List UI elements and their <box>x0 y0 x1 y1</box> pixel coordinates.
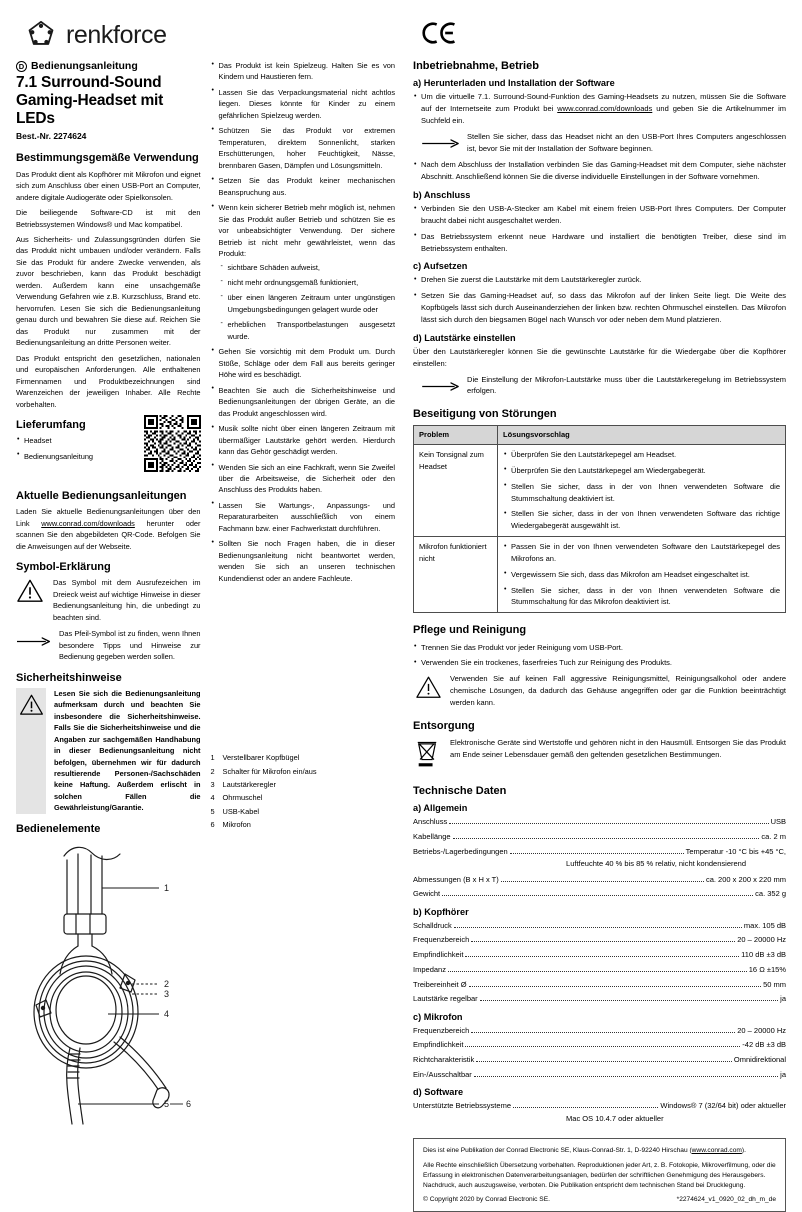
list-item: • Das Produkt ist kein Spielzeug. Halten Sie es von Kindern und Haustieren fern. <box>211 60 396 83</box>
legend-number: 3 <box>210 780 215 790</box>
leader-dots <box>501 881 704 882</box>
list-item: - über einen längeren Zeitraum unter ungünstigen Umgebungsbedingungen gelagert wurde oder <box>219 292 396 315</box>
spec-row <box>413 831 786 842</box>
spec-label: Treibereinheit Ø <box>413 979 467 989</box>
cell-problem: Kein Tonsignal zum Headset <box>414 445 498 537</box>
spec-row <box>413 816 786 827</box>
imprint-publisher <box>423 1146 776 1156</box>
heading-tech-a: a) Allgemein <box>413 803 468 814</box>
list-item: • Nach dem Abschluss der Installation verbinden Sie das Gaming-Headset mit dem Computer, siehe nächster Abschnitt. Anschließend können Sie die diverse individuelle Einstellungen in der Software vornehmen. <box>413 159 786 183</box>
page-title: 7.1 Surround-Sound Gaming-Headset mit LEDs <box>16 74 164 127</box>
list-item <box>211 754 396 761</box>
leader-dots <box>471 1032 735 1033</box>
renkforce-pentagon-logo-icon <box>24 18 58 52</box>
heading-scope-of-delivery: Lieferumfang <box>16 419 86 431</box>
legend-label: Mikrofon <box>222 820 251 830</box>
spec-value: -42 dB ±3 dB <box>742 1040 787 1050</box>
imprint-text-before: Dies ist eine Publikation der Conrad Electronic SE, Klaus-Conrad-Str. 1, D-92240 Hirschau ( <box>423 1147 692 1155</box>
table-head <box>414 426 786 445</box>
conrad-website-link[interactable]: www.conrad.com <box>691 1147 742 1155</box>
list-item: • Sollten Sie noch Fragen haben, die in dieser Bedienungsanleitung nicht beantwortet werden, wenden Sie sich an unseren technischen Kundendienst oder an andere Fachleute. <box>211 538 396 584</box>
spec-row <box>413 1025 786 1036</box>
leader-dots <box>510 853 684 854</box>
leader-dots <box>465 956 739 957</box>
brand-logo <box>24 18 167 52</box>
controls-legend <box>211 754 396 828</box>
document-kind-label: Bedienungsanleitung <box>31 60 138 72</box>
list-item: - sichtbare Schäden aufweist, <box>219 262 396 273</box>
heading-operation-a: a) Herunterladen und Installation der Software <box>413 78 615 89</box>
spec-row <box>413 1054 786 1065</box>
legend-label: Lautstärkeregler <box>222 780 276 790</box>
spec-label: Abmessungen (B x H x T) <box>413 874 499 884</box>
scope-of-delivery-list <box>16 435 136 462</box>
spec-label: Anschluss <box>413 817 448 827</box>
arrow-right-icon <box>421 374 463 396</box>
list-item: • Verbinden Sie den USB-A-Stecker am Kabel mit einem freien USB-Port Ihres Computers. Der Computer braucht dabei nicht ausgeschaltet werden. <box>413 203 786 227</box>
legend-label: Ohrmuschel <box>222 793 263 803</box>
spec-value: 110 dB ±3 dB <box>741 950 787 960</box>
list-item <box>211 821 396 828</box>
heading-intended-use: Bestimmungsgemäße Verwendung <box>16 152 199 165</box>
list-item <box>211 808 396 815</box>
spec-value: ca. 2 m <box>761 831 787 841</box>
spec-label: Frequenzbereich <box>413 935 470 945</box>
heading-symbol-explanation: Symbol-Erklärung <box>16 561 111 574</box>
manuals-text-after: herunter oder scannen Sie den abgebildeten QR-Code. Befolgen Sie die Anweisungen auf der Webseite. <box>16 518 201 551</box>
conrad-downloads-link[interactable]: www.conrad.com/downloads <box>557 104 653 114</box>
intended-use-p1: Das Produkt dient als Kopfhörer mit Mikrofon und eignet sich zum Anschluss über einen USB-Port an Computer, andere digitale Audiogeräte oder Spielkonsolen. <box>16 169 201 202</box>
op-a-text-after: und geben Sie die Artikelnummer im Suchfeld ein. <box>421 104 787 125</box>
care-warning-text: Verwenden Sie auf keinen Fall aggressive Reinigungsmittel, Reinigungsalkohol oder andere chemische Lösungen, da dadurch das Gehäuse angegriffen oder gar die Funktion beeinträchtigt werden kann. <box>450 674 787 707</box>
imprint-rights: Alle Rechte einschließlich Übersetzung vorbehalten. Reproduktionen jeder Art, z. B. Fotokopie, Mikroverfilmung, oder die Erfassung in elektronischen Datenverarbeitungsanlagen, bedürfen der schriftlichen Genehmigung des Herausgebers. Nachdruck, auch auszugsweise, verboten. Die Publikation entspricht dem technischen Stand bei Drucklegung. <box>423 1161 776 1189</box>
heading-operation-d: d) Lautstärke einstellen <box>413 332 516 343</box>
order-number: Best.-Nr. 2274624 <box>16 131 87 142</box>
list-item: • Überprüfen Sie den Lautstärkepegel am Headset. <box>503 449 780 461</box>
safety-text <box>54 688 201 814</box>
list-item: • Setzen Sie das Gaming-Headset auf, so dass das Mikrofon auf der linken Seite liegt. Die Weite des Kopfbügels lässt sich durch Auseinanderziehen der linken bzw. rechten Ohrmuschel einstellen. Das Mikrofon lässt sich durch den biegsamen Bügel nach Wunsch vor oder neben dem Mund platzieren. <box>413 290 786 326</box>
svg-text:5: 5 <box>164 1099 170 1110</box>
svg-text:1: 1 <box>164 883 170 894</box>
list-item: • Das Betriebssystem erkennt neue Hardware und installiert die benötigten Treiber, diese sind im Betriebssystem enthalten. <box>413 231 786 255</box>
spec-label: Impedanz <box>413 964 446 974</box>
list-item <box>211 781 396 788</box>
disposal-note <box>415 737 786 774</box>
safety-icon-column <box>16 688 46 814</box>
spec-label: Empfindlichkeit <box>413 1040 464 1050</box>
leader-dots <box>449 823 768 824</box>
list-item: • Musik sollte nicht über einen längeren Zeitraum mit übermäßiger Lautstärke gehört werden. Hierdurch kann das Gehör geschädigt werden. <box>211 423 396 457</box>
spec-value: 20 – 20000 Hz <box>737 1025 787 1035</box>
legend-number: 5 <box>210 806 215 816</box>
symbol-arrow-text: Das Pfeil-Symbol ist zu finden, wenn Ihnen besondere Tipps und Hinweise zur Bedienung gegeben werden sollen. <box>59 629 201 662</box>
list-item: - nicht mehr ordnungsgemäß funktioniert, <box>219 277 396 288</box>
spec-label: Schalldruck <box>413 920 452 930</box>
spec-value: max. 105 dB <box>743 920 787 930</box>
list-item: • Headset <box>16 435 136 446</box>
spec-row <box>413 874 786 885</box>
spec-value: Windows® 7 (32/64 bit) oder aktueller <box>660 1101 787 1111</box>
cell-solution <box>498 537 786 613</box>
safety-paragraph: Lesen Sie sich die Bedienungsanleitung aufmerksam durch und beachten Sie insbesondere die Sicherheitshinweise. Falls Sie die Sicherheitshinweise und die Angaben zur sachgemäßen Handhabung in dieser Bedienungsanleitung nicht befolgen, übernehmen wir für dadurch resultierende Personen-/Sachschäden keine Haftung. Außerdem erlischt in solchen Fällen die Gewährleistung/Garantie. <box>54 688 201 813</box>
symbol-warning-text: Das Symbol mit dem Ausrufezeichen im Dreieck weist auf wichtige Hinweise in dieser Bedienungsanleitung hin, die unbedingt zu beachten sind. <box>53 578 201 622</box>
leader-dots <box>480 1000 779 1001</box>
legend-label: Schalter für Mikrofon ein/aus <box>222 766 317 776</box>
symbol-warning-row <box>16 577 201 623</box>
leader-dots <box>453 838 760 839</box>
spec-value: 16 Ω ±15% <box>748 964 787 974</box>
list-item: • Drehen Sie zuerst die Lautstärke mit dem Lautstärkeregler zurück. <box>413 274 786 286</box>
heading-operation-c: c) Aufsetzen <box>413 261 468 272</box>
spec-row <box>413 920 786 931</box>
spec-label: Betriebs-/Lagerbedingungen <box>413 846 508 856</box>
conrad-downloads-link[interactable]: www.conrad.com/downloads <box>41 518 135 528</box>
operation-a-list <box>413 91 786 127</box>
arrow-right-icon <box>421 131 463 153</box>
leader-dots <box>513 1107 658 1108</box>
list-item <box>413 91 786 127</box>
list-item: • Verwenden Sie ein trockenes, faserfreies Tuch zur Reinigung des Produkts. <box>413 657 786 669</box>
symbol-warning-text-wrap <box>53 577 201 623</box>
spec-value: ja <box>780 994 787 1004</box>
leader-dots <box>469 986 762 987</box>
spec-value: ja <box>780 1069 787 1079</box>
operation-c-list <box>413 274 786 325</box>
list-item: • Beachten Sie auch die Sicherheitshinweise und Bedienungsanleitungen der übrigen Geräte, an die das Produkt angeschlossen wird. <box>211 385 396 419</box>
list-item: • Setzen Sie das Produkt keiner mechanischen Beanspruchung aus. <box>211 175 396 198</box>
imprint-doc-id: *2274624_v1_0920_02_dh_m_de <box>676 1195 777 1203</box>
spec-row <box>413 1100 786 1111</box>
list-item <box>211 794 396 801</box>
scope-of-delivery <box>16 419 136 462</box>
spec-label: Empfindlichkeit <box>413 950 464 960</box>
intended-use-p2: Die beiliegende Software-CD ist mit den Betriebssystemen Windows® und Mac kompatibel. <box>16 208 201 229</box>
op-a-text-before: Um die virtuelle 7.1. Surround-Sound-Funktion des Gaming-Headsets zu nutzen, müssen Sie die Software auf der Internetseite zum Produkt bei <box>421 92 787 114</box>
operation-a-note-text: Stellen Sie sicher, dass das Headset nicht an den USB-Port Ihres Computers angeschlossen ist, bevor Sie mit der Installation der Software beginnen. <box>467 131 787 153</box>
imprint-footer <box>423 1196 776 1203</box>
imprint-box <box>413 1138 786 1212</box>
cell-solution <box>498 445 786 537</box>
spec-value: USB <box>770 817 787 827</box>
legend-label: USB-Kabel <box>222 806 260 816</box>
heading-tech-data: Technische Daten <box>413 784 507 797</box>
column-middle <box>211 60 406 1212</box>
table-row <box>414 445 786 537</box>
spec-value: Omnidirektional <box>733 1055 787 1065</box>
headset-diagram-wrap <box>16 842 201 1137</box>
spec-value: ca. 200 x 200 x 220 mm <box>705 874 787 884</box>
spec-row <box>413 1039 786 1050</box>
heading-disposal: Entsorgung <box>413 719 475 732</box>
heading-care: Pflege und Reinigung <box>413 624 527 637</box>
leader-dots <box>442 895 753 896</box>
spec-value: 20 – 20000 Hz <box>737 935 787 945</box>
legend-number: 1 <box>210 753 215 763</box>
safety-bullet-list <box>211 60 396 584</box>
table-body <box>414 445 786 613</box>
svg-text:2: 2 <box>164 979 170 990</box>
arrow-right-icon <box>16 628 54 651</box>
list-item: • Gehen Sie vorsichtig mit dem Produkt um. Durch Stöße, Schläge oder dem Fall aus bereits geringer Höhe wird es beschädigt. <box>211 346 396 380</box>
document-kind <box>16 60 201 72</box>
svg-text:6: 6 <box>186 1099 192 1110</box>
spec-continuation: Mac OS 10.4.7 oder aktueller <box>566 1113 664 1123</box>
care-warning <box>415 673 786 709</box>
heading-current-manuals: Aktuelle Bedienungsanleitungen <box>16 490 187 502</box>
masthead <box>16 14 786 60</box>
solution-list <box>503 541 780 608</box>
spec-row <box>413 979 786 990</box>
svg-text:4: 4 <box>164 1009 170 1020</box>
svg-text:3: 3 <box>164 989 170 1000</box>
troubleshooting-table <box>413 425 786 613</box>
ce-mark-icon <box>422 20 456 46</box>
current-manuals-text <box>16 506 201 552</box>
warning-triangle-icon <box>16 577 46 608</box>
unsafe-condition-list <box>219 262 396 343</box>
disposal-text: Elektronische Geräte sind Wertstoffe und gehören nicht in den Hausmüll. Entsorgen Sie das Produkt am Ende seiner Lebensdauer gemäß den geltenden gesetzlichen Bestimmungen. <box>450 737 787 759</box>
leader-dots <box>474 1076 778 1077</box>
heading-operation: Inbetriebnahme, Betrieb <box>413 60 539 72</box>
spec-label: Kabellänge <box>413 831 451 841</box>
spec-label: Gewicht <box>413 889 441 899</box>
list-item: • Lassen Sie das Verpackungsmaterial nicht achtlos liegen. Dieses könnte für Kinder zu einem gefährlichen Spielzeug werden. <box>211 87 396 121</box>
leader-dots <box>448 971 747 972</box>
symbol-arrow-row <box>16 628 201 662</box>
language-flag-icon: D <box>16 61 27 72</box>
cell-problem: Mikrofon funktioniert nicht <box>414 537 498 613</box>
heading-operation-b: b) Anschluss <box>413 190 471 201</box>
manuals-text-before: Laden Sie aktuelle Bedienungsanleitungen über den Link <box>16 507 201 528</box>
spec-label: Unterstützte Betriebssysteme <box>413 1101 511 1111</box>
spec-row <box>413 846 786 857</box>
spec-row <box>413 888 786 899</box>
unsafe-intro-text: Wenn kein sicherer Betrieb mehr möglich ist, nehmen Sie das Produkt außer Betrieb und schützen Sie es vor unbeabsichtigter Verwendung. Der sichere Betrieb ist nicht mehr gewährleistet, wenn das Produkt: <box>218 203 396 259</box>
warning-triangle-icon <box>415 673 443 704</box>
column-right <box>405 60 786 1212</box>
list-item: • Trennen Sie das Produkt vor jeder Reinigung vom USB-Port. <box>413 642 786 654</box>
list-item: • Stellen Sie sicher, dass in der von Ihnen verwendeten Software das richtige Wiedergabegerät ausgewählt ist. <box>503 508 780 532</box>
operation-d-text: Über den Lautstärkeregler können Sie die gewünschte Lautstärke für die Wiedergabe über die Kopfhörer einstellen: <box>413 346 787 368</box>
spec-value: ca. 352 g <box>755 889 787 899</box>
operation-a-note <box>421 131 786 155</box>
spec-value: 50 mm <box>763 979 787 989</box>
warning-triangle-icon <box>19 693 44 814</box>
symbol-arrow-text-wrap <box>59 628 201 662</box>
leader-dots <box>471 941 735 942</box>
spec-row <box>413 993 786 1004</box>
operation-a-list-2 <box>413 159 786 183</box>
list-item: • Überprüfen Sie den Lautstärkepegel am Wiedergabegerät. <box>503 465 780 477</box>
spec-row <box>413 1069 786 1080</box>
content-columns <box>16 60 786 1212</box>
spec-row <box>413 964 786 975</box>
spec-value: Temperatur -10 °C bis +45 °C, <box>685 846 787 856</box>
heading-troubleshooting: Beseitigung von Störungen <box>413 408 557 421</box>
spec-label: Richtcharakteristik <box>413 1055 475 1065</box>
leader-dots <box>476 1061 732 1062</box>
list-item: • Bedienungsanleitung <box>16 451 136 462</box>
list-item: • Stellen Sie sicher, dass in der von Ihnen verwendeten Software die Stummschaltung für das Mikrofon deaktiviert ist. <box>503 585 780 609</box>
legend-number: 2 <box>210 766 215 776</box>
operation-d-note <box>421 374 786 398</box>
spec-label: Ein-/Ausschaltbar <box>413 1069 472 1079</box>
operation-b-list <box>413 203 786 254</box>
col-header-solution: Lösungsvorschlag <box>498 426 786 445</box>
delivery-and-qr <box>16 419 201 481</box>
legend-label: Verstellbarer Kopfbügel <box>222 753 300 763</box>
brand-name: renkforce <box>66 20 167 49</box>
spec-continuation: Luftfeuchte 40 % bis 85 % relativ, nicht kondensierend <box>566 859 747 869</box>
list-item: • Wenden Sie sich an eine Fachkraft, wenn Sie Zweifel über die Arbeitsweise, die Sicherheit oder den Anschluss des Produkts haben. <box>211 462 396 496</box>
list-item: • Schützen Sie das Produkt vor extremen Temperaturen, direktem Sonnenlicht, starken Erschütterungen, hoher Feuchtigkeit, Nässe, brennbaren Gasen, Dämpfen und Lösungsmitteln. <box>211 125 396 171</box>
care-list <box>413 642 786 670</box>
weee-crossed-bin-icon <box>415 737 443 774</box>
list-item-unsafe-intro <box>211 202 396 342</box>
heading-tech-c: c) Mikrofon <box>413 1011 463 1022</box>
list-item: • Vergewissern Sie sich, dass das Mikrofon am Headset eingeschaltet ist. <box>503 569 780 581</box>
list-item: • Passen Sie in der von Ihnen verwendeten Software den Lautstärkepegel des Mikrofons an. <box>503 541 780 565</box>
legend-number: 4 <box>210 793 215 803</box>
spec-row <box>413 949 786 960</box>
qr-code-icon <box>144 415 201 472</box>
leader-dots <box>454 927 742 928</box>
list-item: • Stellen Sie sicher, dass in der von Ihnen verwendeten Software die Stummschaltung deaktiviert ist. <box>503 481 780 505</box>
intended-use-p3: Aus Sicherheits- und Zulassungsgründen dürfen Sie das Produkt nicht umbauen und/oder verändern. Falls Sie das Produkt für andere Zwecke verwenden, als zuvor beschrieben, kann das Produkt beschädigt werden. Außerdem kann eine unsachgemäße Verwendung Gefahren wie z.B. Kurzschluss, Brand etc. hervorrufen. Lesen Sie sich die Bedienungsanleitung genau durch und bewahren Sie diese auf. Reichen Sie das Produkt nur zusammen mit der Bedienungsanleitung an dritte Personen weiter. <box>16 234 201 348</box>
intended-use-p4: Das Produkt entspricht den gesetzlichen, nationalen und europäischen Anforderungen. Alle enthaltenen Firmennamen und Produktbezeichnungen sind Warenzeichen der jeweiligen Inhaber. Alle Rechte vorbehalten. <box>16 353 201 409</box>
imprint-text-after: ). <box>741 1147 746 1155</box>
heading-tech-d: d) Software <box>413 1087 464 1098</box>
spec-row <box>413 934 786 945</box>
col-header-problem: Problem <box>414 426 498 445</box>
solution-list <box>503 449 780 532</box>
spec-label: Lautstärke regelbar <box>413 994 478 1004</box>
column-left <box>16 60 211 1212</box>
table-header-row <box>414 426 786 445</box>
operation-d-note-text: Die Einstellung der Mikrofon-Lautstärke muss über die Lautstärkeregelung im Betriebssystem erfolgen. <box>467 374 787 396</box>
heading-tech-b: b) Kopfhörer <box>413 906 469 917</box>
safety-callout-box <box>16 688 201 814</box>
list-item <box>211 768 396 775</box>
list-item: - erheblichen Transportbelastungen ausgesetzt wurde. <box>219 319 396 342</box>
legend-number: 6 <box>210 820 215 830</box>
leader-dots <box>465 1046 740 1047</box>
spec-label: Frequenzbereich <box>413 1025 470 1035</box>
imprint-copyright: © Copyright 2020 by Conrad Electronic SE. <box>423 1195 550 1203</box>
list-item: • Lassen Sie Wartungs-, Anpassungs- und Reparaturarbeiten ausschließlich von einem Fachmann bzw. einer Fachwerkstatt durchführen. <box>211 500 396 534</box>
heading-safety: Sicherheitshinweise <box>16 671 122 684</box>
heading-controls: Bedienelemente <box>16 822 101 835</box>
table-row <box>414 537 786 613</box>
